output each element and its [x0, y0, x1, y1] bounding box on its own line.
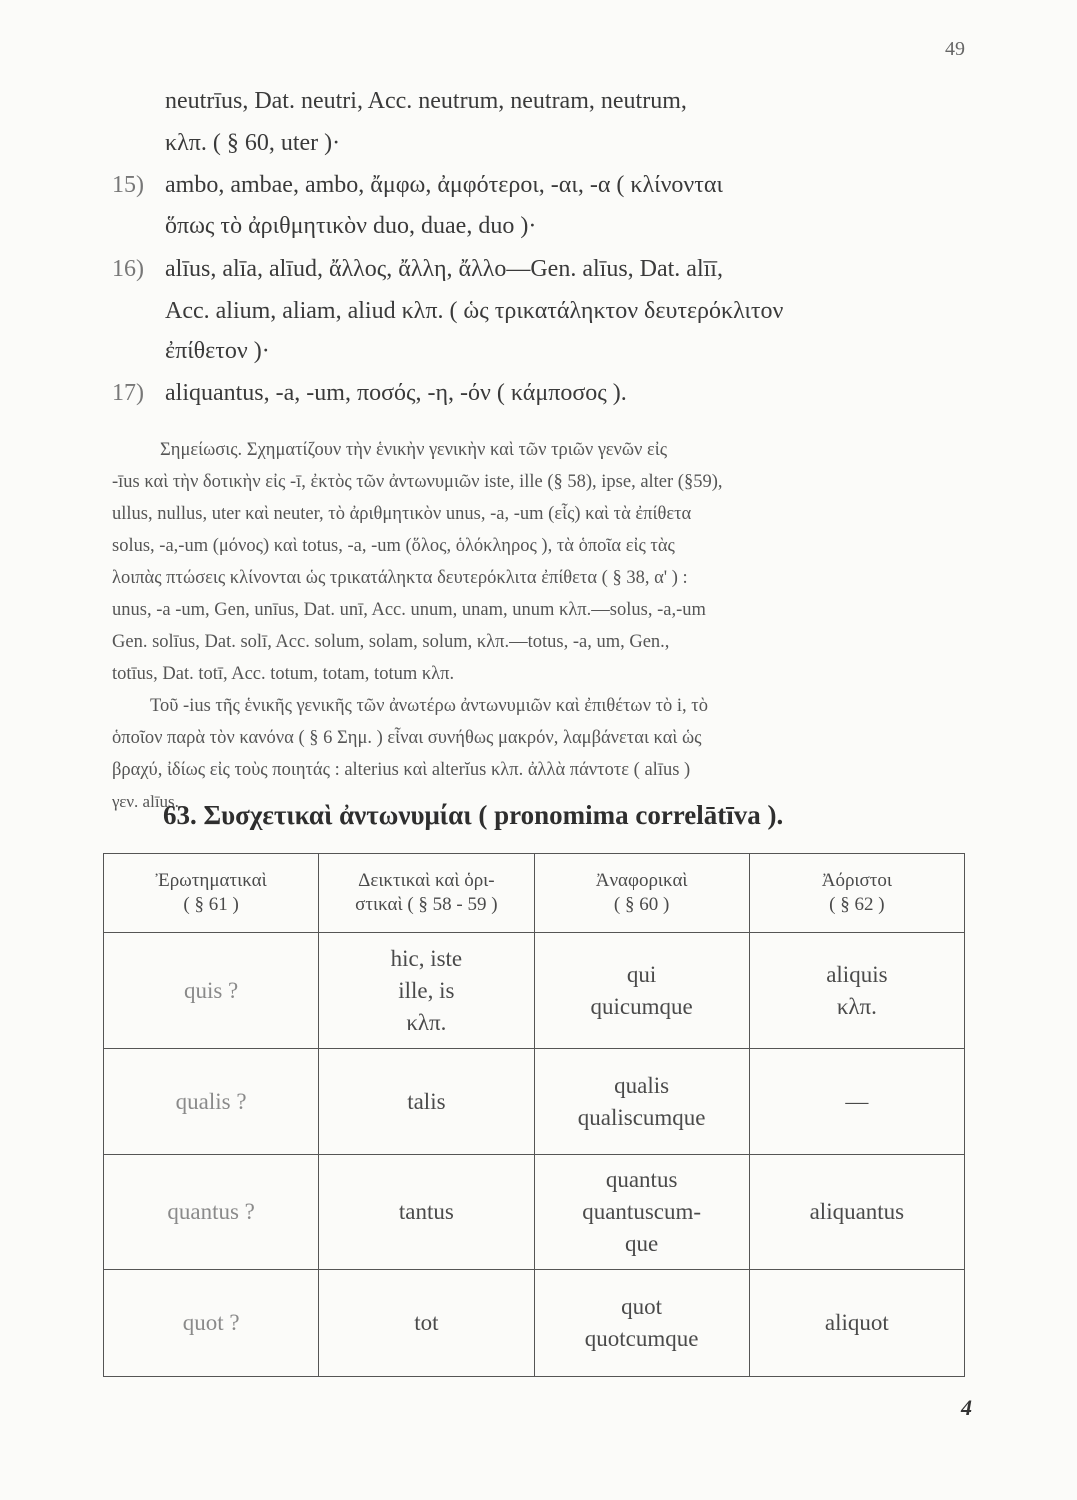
table-cell: aliquantus — [749, 1155, 964, 1270]
text-line: alīus, alīa, alīud, ἄλλος, ἄλλη, ἄλλο—Gen. alīus, Dat. alīī, — [165, 256, 723, 282]
note-line: -īus καὶ τὴν δοτικὴν εἰς -ī, ἐκτὸς τῶν ἀντωνυμιῶν iste, ille (§ 58), ipse, alter (§59), — [112, 472, 723, 492]
text-line: neutrīus, Dat. neutri, Acc. neutrum, neutram, neutrum, — [165, 88, 687, 114]
note-line: Σημείωσις. Σχηματίζουν τὴν ἑνικὴν γενικὴν καὶ τῶν τριῶν γενῶν εἰς — [160, 440, 668, 460]
table-cell: quantus ? — [104, 1155, 319, 1270]
item-number: 16) — [112, 256, 144, 282]
item-number: 17) — [112, 380, 144, 406]
table-cell: — — [749, 1049, 964, 1155]
header-indefinite: Ἀόριστοι ( § 62 ) — [749, 854, 964, 933]
table-cell: quis ? — [104, 933, 319, 1049]
table-cell: hic, iste ille, is κλπ. — [319, 933, 534, 1049]
note-line: ὁποῖον παρὰ τὸν κανόνα ( § 6 Σημ. ) εἶναι συνήθως μακρόν, λαμβάνεται καὶ ὡς — [112, 728, 702, 748]
section-heading: 63. Συσχετικαὶ ἀντωνυμίαι ( pronomima correlātīva ). — [163, 800, 784, 830]
table-cell: tantus — [319, 1155, 534, 1270]
signature-mark: 4 — [961, 1395, 972, 1420]
item-number: 15) — [112, 172, 144, 198]
table-cell: aliquot — [749, 1270, 964, 1377]
note-line: γεν. alīus. — [112, 792, 179, 811]
note-line: unus, -a -um, Gen, unīus, Dat. unī, Acc. unum, unam, unum κλπ.—solus, -a,-um — [112, 600, 706, 620]
table-cell: quantus quantuscum- que — [534, 1155, 749, 1270]
header-demonstrative: Δεικτικαὶ καὶ ὁρι- στικαὶ ( § 58 - 59 ) — [319, 854, 534, 933]
header-interrogative: Ἐρωτηματικαὶ ( § 61 ) — [104, 854, 319, 933]
text-line: κλπ. ( § 60, uter )· — [165, 130, 341, 156]
table-cell: aliquis κλπ. — [749, 933, 964, 1049]
table-row — [104, 933, 965, 1049]
table-cell: quot quotcumque — [534, 1270, 749, 1377]
text-line: Acc. alium, aliam, aliud κλπ. ( ὡς τρικατάληκτον δευτερόκλιτον — [165, 298, 784, 324]
note-line: Τοῦ -ius τῆς ἑνικῆς γενικῆς τῶν ἀνωτέρω ἀντωνυμιῶν καὶ ἐπιθέτων τὸ i, τὸ — [150, 696, 708, 716]
table-header-row — [104, 854, 965, 933]
text-line: ambo, ambae, ambo, ἄμφω, ἀμφότεροι, -αι, -α ( κλίνονται — [165, 172, 723, 198]
note-line: ullus, nullus, uter καὶ neuter, τὸ ἀριθμητικὸν unus, -a, -um (εἷς) καὶ τὰ ἐπίθετα — [112, 504, 692, 524]
table-cell: quot ? — [104, 1270, 319, 1377]
text-line: ἐπίθετον )· — [165, 338, 270, 364]
table-row — [104, 1049, 965, 1155]
header-relative: Ἀναφορικαὶ ( § 60 ) — [534, 854, 749, 933]
note-line: βραχύ, ἰδίως εἰς τοὺς ποιητάς : alterius καὶ alterĭus κλπ. ἀλλὰ πάντοτε ( alīus ) — [112, 760, 691, 780]
text-line: ὅπως τὸ ἀριθμητικὸν duo, duae, duo )· — [165, 213, 537, 239]
correlatives-table — [103, 853, 965, 1377]
table-cell: qualis qualiscumque — [534, 1049, 749, 1155]
note-line: totīus, Dat. totī, Acc. totum, totam, totum κλπ. — [112, 664, 455, 684]
table-row — [104, 1155, 965, 1270]
note-line: solus, -a,-um (μόνος) καὶ totus, -a, -um (ὅλος, ὁλόκληρος ), τὰ ὁποῖα εἰς τὰς — [112, 536, 675, 556]
text-line: aliquantus, -a, -um, ποσός, -η, -όν ( κάμποσος ). — [165, 380, 627, 406]
table-cell: qui quicumque — [534, 933, 749, 1049]
note-line: λοιπὰς πτώσεις κλίνονται ὡς τρικατάληκτα δευτερόκλιτα ἐπίθετα ( § 38, α' ) : — [112, 568, 688, 588]
table-cell: talis — [319, 1049, 534, 1155]
page-number: 49 — [945, 38, 965, 60]
table-cell: tot — [319, 1270, 534, 1377]
note-line: Gen. solīus, Dat. solī, Acc. solum, solam, solum, κλπ.—totus, -a, um, Gen., — [112, 632, 670, 652]
table-cell: qualis ? — [104, 1049, 319, 1155]
table-row — [104, 1270, 965, 1377]
